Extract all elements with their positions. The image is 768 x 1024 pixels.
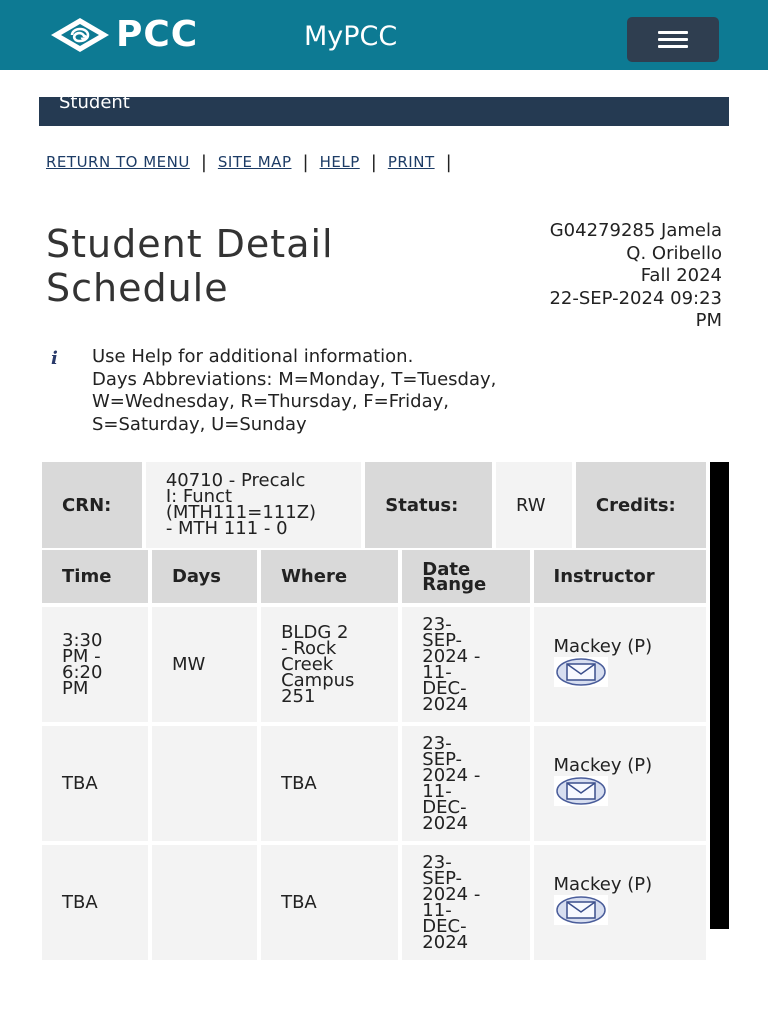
return-to-menu-link[interactable]: RETURN TO MENU	[46, 153, 190, 171]
course-row	[42, 462, 706, 548]
top-bar	[0, 0, 768, 70]
meetings-table	[38, 546, 710, 964]
student-info	[462, 220, 722, 333]
col-days: Days	[152, 550, 257, 603]
table-row	[42, 726, 706, 841]
timestamp: 22-SEP-2024 09:23	[549, 287, 722, 309]
time-cell: TBA	[42, 726, 148, 841]
status-value: RW	[496, 462, 572, 548]
instructor-name: Mackey (P)	[553, 874, 653, 895]
help-info-line: W=Wednesday, R=Thursday, F=Friday,	[92, 391, 449, 412]
time-cell: 3:30 PM - 6:20 PM	[42, 607, 148, 722]
horizontal-scroll-edge[interactable]	[710, 462, 729, 929]
student-bar-label: Student	[59, 92, 130, 113]
email-icon[interactable]	[554, 657, 608, 687]
crn-label: CRN:	[42, 462, 142, 548]
help-info-line: S=Saturday, U=Sunday	[92, 413, 307, 435]
pcc-logo[interactable]	[50, 16, 198, 54]
time-cell: TBA	[42, 845, 148, 960]
instructor-cell	[534, 607, 706, 722]
student-name-cont: Q. Oribello	[626, 242, 722, 264]
link-separator: |	[302, 151, 309, 173]
info-icon: i	[51, 348, 58, 369]
days-cell	[152, 726, 257, 841]
help-link[interactable]: HELP	[319, 153, 360, 171]
col-where: Where	[261, 550, 398, 603]
hamburger-icon	[658, 31, 688, 34]
table-row	[42, 607, 706, 722]
help-info	[92, 346, 692, 436]
meetings-header-row	[42, 550, 706, 603]
where-cell: TBA	[261, 845, 398, 960]
email-icon[interactable]	[554, 895, 608, 925]
status-label: Status:	[365, 462, 492, 548]
link-separator: |	[370, 151, 377, 173]
page-title-line2: Schedule	[46, 266, 229, 310]
col-date-range: Date Range	[402, 550, 529, 603]
date-range-cell: 23- SEP- 2024 - 11- DEC- 2024	[402, 726, 529, 841]
credits-label: Credits:	[576, 462, 706, 548]
link-separator: |	[200, 151, 207, 173]
col-time: Time	[42, 550, 148, 603]
date-range-cell: 23- SEP- 2024 - 11- DEC- 2024	[402, 607, 529, 722]
schedule-table	[38, 458, 710, 552]
instructor-name: Mackey (P)	[553, 755, 653, 776]
instructor-cell	[534, 726, 706, 841]
student-bar	[39, 92, 729, 126]
link-separator: |	[445, 151, 452, 173]
crn-value: 40710 - Precalc I: Funct (MTH111=111Z) - MTH 111 - 0	[146, 462, 361, 548]
days-cell: MW	[152, 607, 257, 722]
help-info-line: Days Abbreviations: M=Monday, T=Tuesday,	[92, 368, 497, 390]
timestamp-cont: PM	[695, 310, 722, 331]
site-map-link[interactable]: SITE MAP	[217, 153, 292, 171]
logo-text: PCC	[116, 14, 199, 55]
help-info-line: Use Help for additional information.	[92, 346, 414, 367]
pcc-logo-icon	[50, 17, 110, 53]
date-range-cell: 23- SEP- 2024 - 11- DEC- 2024	[402, 845, 529, 960]
table-row	[42, 845, 706, 960]
term: Fall 2024	[640, 265, 722, 286]
where-cell: BLDG 2 - Rock Creek Campus 251	[261, 607, 398, 722]
student-id-name: G04279285 Jamela	[549, 220, 722, 241]
print-link[interactable]: PRINT	[387, 153, 435, 171]
where-cell: TBA	[261, 726, 398, 841]
col-instructor: Instructor	[534, 550, 706, 603]
days-cell	[152, 845, 257, 960]
instructor-cell	[534, 845, 706, 960]
nav-links	[46, 150, 463, 174]
menu-button[interactable]	[627, 17, 719, 62]
email-icon[interactable]	[554, 776, 608, 806]
instructor-name: Mackey (P)	[553, 636, 653, 657]
page-title-line1: Student Detail	[46, 222, 334, 266]
schedule-table-wrap[interactable]	[42, 462, 710, 953]
page-title	[46, 222, 426, 310]
app-title: MyPCC	[304, 21, 398, 52]
